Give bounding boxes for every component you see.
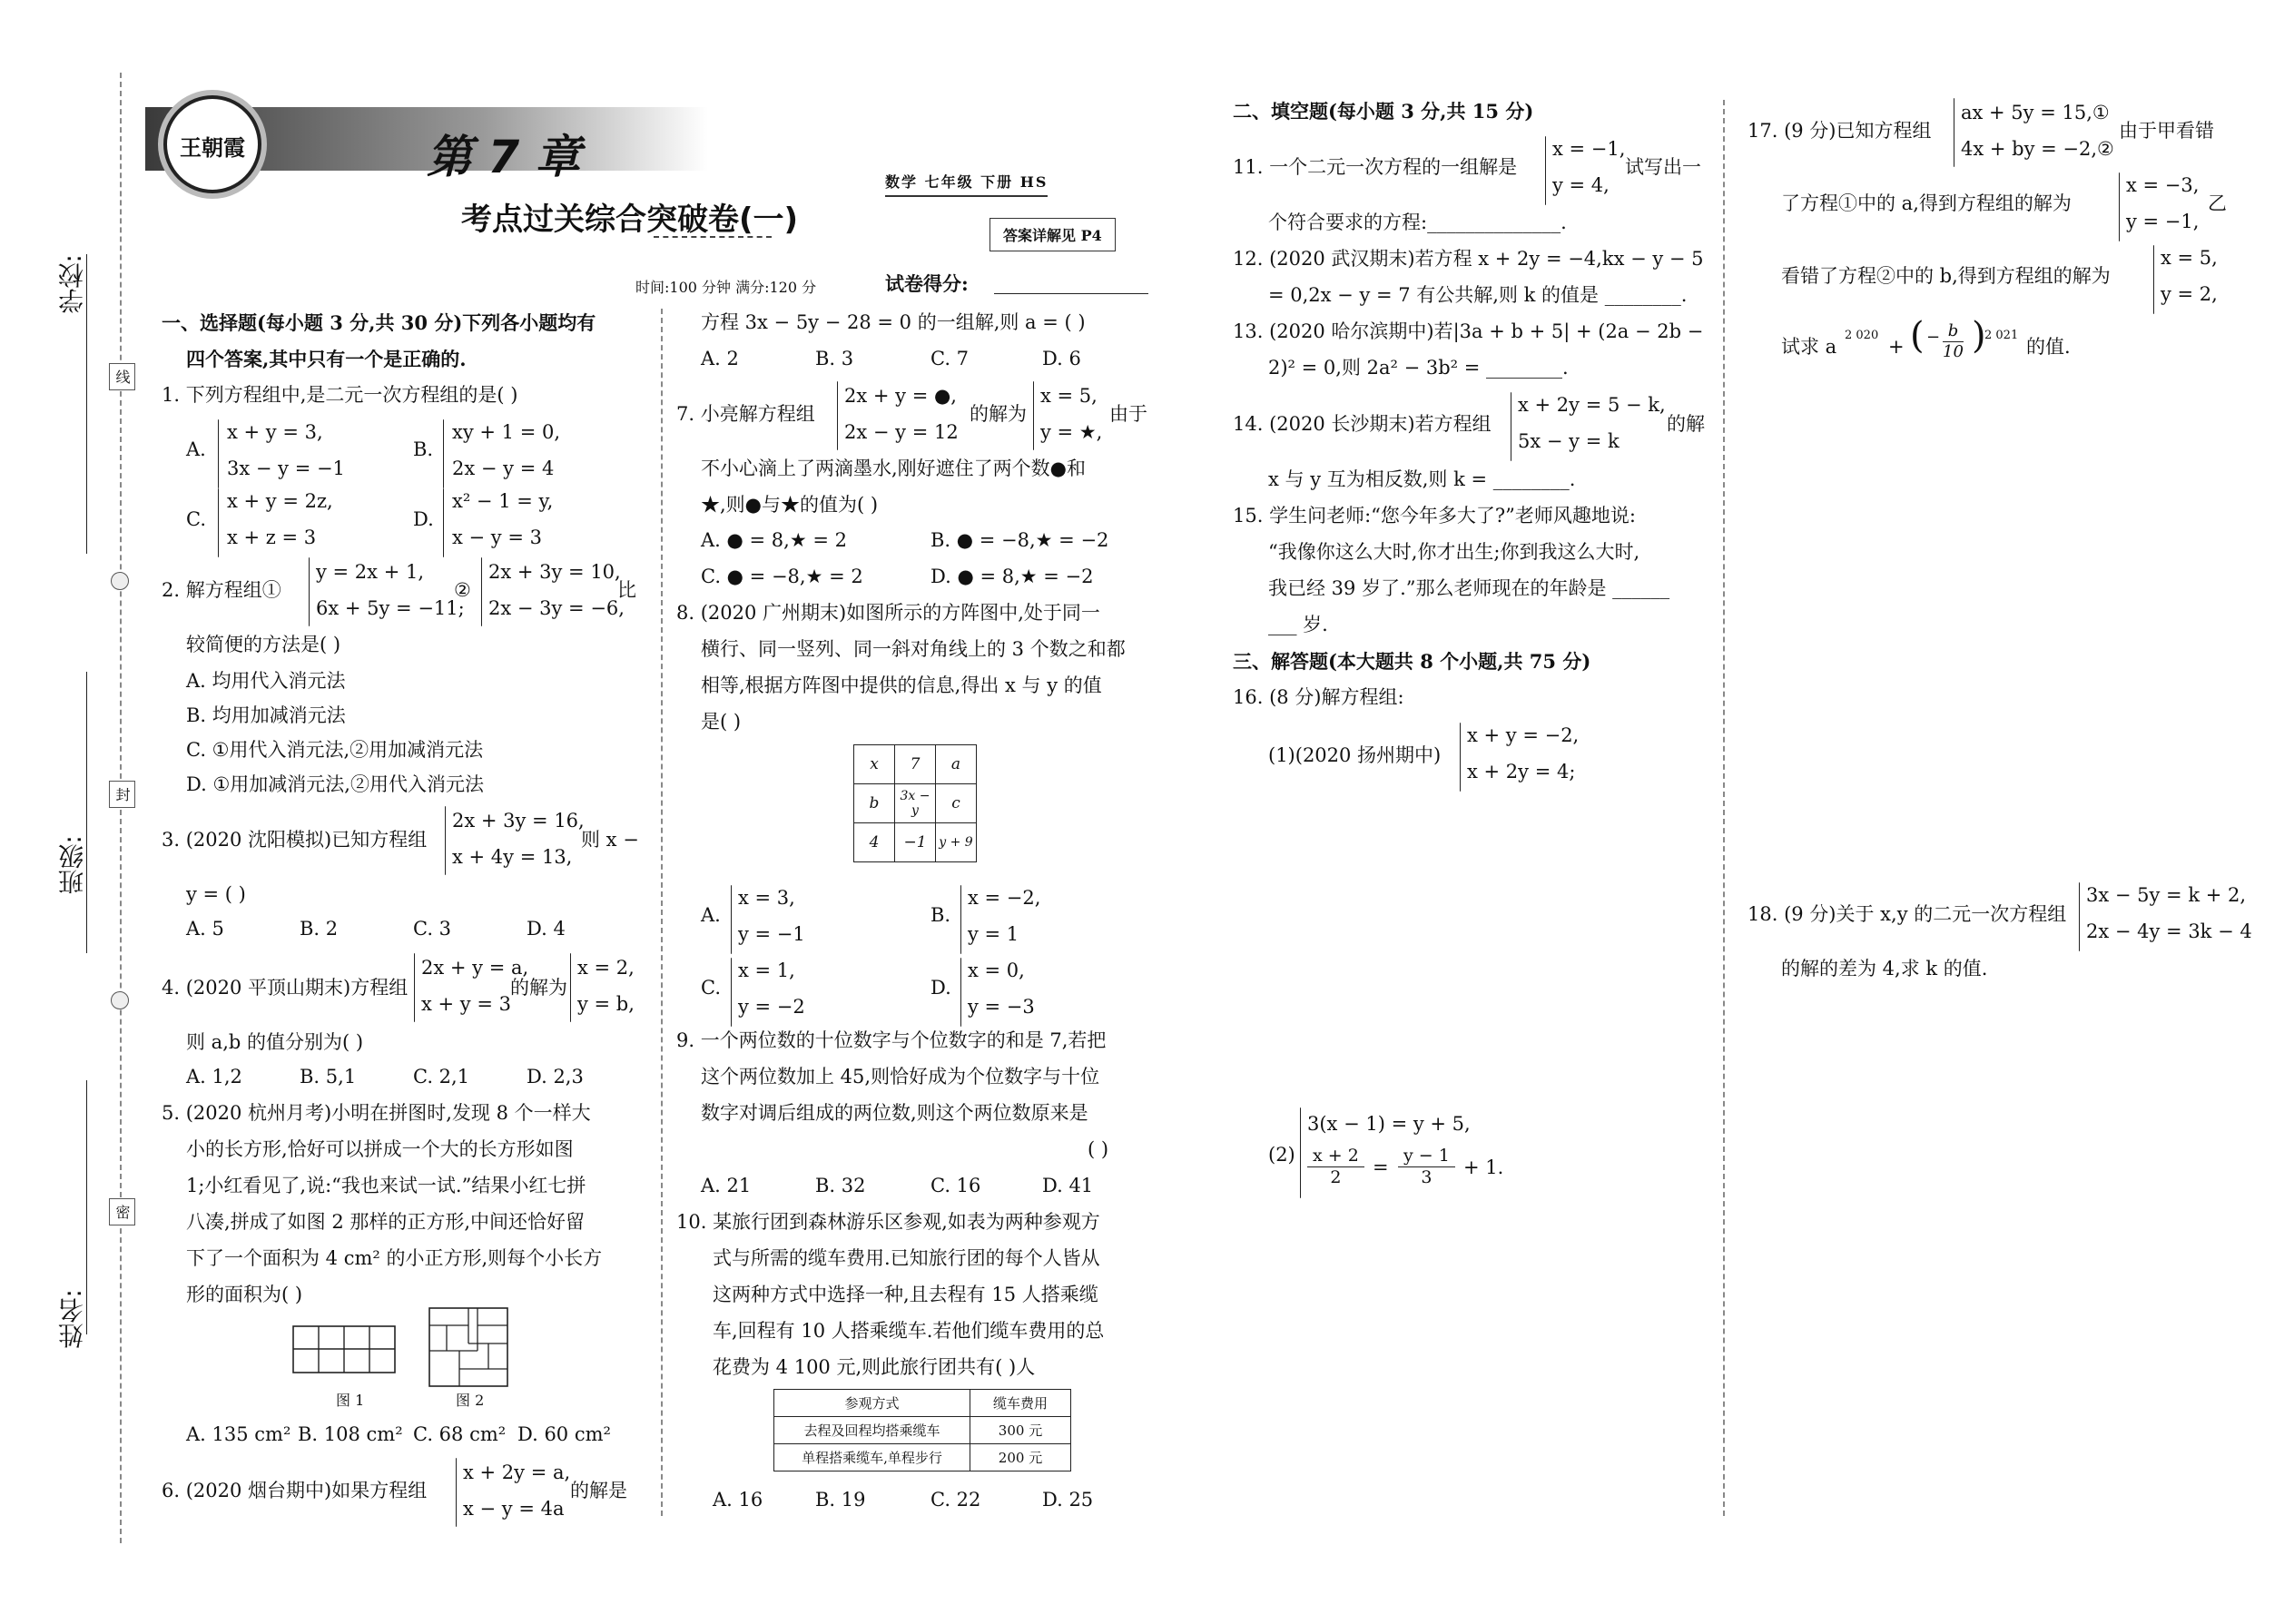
fraction-denominator: 10 [1943, 341, 1964, 361]
q11-stem-cont: 个符合要求的方程:______________. [1268, 212, 1567, 233]
q1-a-eq2: 3x − y = −1 [227, 458, 345, 479]
q8-option-b: B. [930, 904, 951, 926]
q5-stem-line: 形的面积为( ) [186, 1284, 303, 1305]
seal-mark-3: 密 [109, 1198, 135, 1225]
q17-line4-tail: 的值. [2026, 336, 2071, 358]
chapter-title: 第 7 章 [427, 131, 581, 183]
q10-stem-line: 车,回程有 10 人搭乘缆车.若他们缆车费用的总 [713, 1320, 1105, 1342]
q17-sol-b2: y = 2, [2161, 283, 2218, 305]
q10-stem-line: 花费为 4 100 元,则此旅行团共有( )人 [713, 1356, 1036, 1378]
class-label: 班级: [57, 835, 87, 895]
q14-eq2: 5x − y = k [1518, 430, 1620, 452]
table-cell: 去程及回程均搭乘缆车 [774, 1417, 970, 1444]
q1-option-d: D. [413, 508, 434, 530]
section1-heading-cont: 四个答案,其中只有一个是正确的. [186, 348, 467, 370]
q8-b-eq2: y = 1 [968, 923, 1019, 945]
q18-eq1: 3x − 5y = k + 2, [2086, 884, 2247, 906]
q3-option-d: D. 4 [527, 918, 566, 940]
q18-eq2: 2x − 4y = 3k − 4 [2086, 920, 2252, 942]
logo-badge [163, 95, 261, 193]
q2-option-c: C. ①用代入消元法,②用加减消元法 [186, 739, 484, 761]
q18-stem: 18. (9 分)关于 x,y 的二元一次方程组 [1748, 903, 2067, 925]
q17-line3: 看错了方程②中的 b,得到方程组的解为 [1781, 265, 2111, 287]
q6-option-b: B. 3 [815, 348, 854, 369]
q16-part1-label: (1)(2020 扬州期中) [1268, 744, 1442, 766]
binding-dashed-line [120, 73, 122, 1543]
q1-a-eq1: x + y = 3, [227, 421, 323, 443]
q3-stem-cont: y = ( ) [186, 883, 246, 905]
q7-sol2: y = ★, [1040, 421, 1103, 443]
q7-option-d: D. ● = 8,★ = −2 [930, 566, 1094, 587]
q2-stem-cont: 较简便的方法是( ) [186, 634, 341, 655]
q6-stem-tail: 的解是 [570, 1480, 627, 1501]
q6-option-c: C. 7 [930, 348, 970, 369]
time-score: 时间:100 分钟 满分:120 分 [635, 279, 817, 296]
logo-text: 王朝霞 [180, 134, 245, 161]
grid-cell: y + 9 [936, 823, 977, 862]
q8-c-eq2: y = −2 [738, 996, 805, 1018]
seal-mark-1: 线 [109, 363, 135, 390]
q10-option-a: A. 16 [713, 1489, 763, 1511]
class-field-line [86, 672, 87, 953]
q9-answer-paren: ( ) [1088, 1138, 1109, 1160]
seal-mark-2: 封 [109, 781, 135, 808]
q5-stem-line: 下了一个面积为 4 cm² 的小正方形,则每个小长方 [186, 1247, 603, 1269]
q8-magic-square [853, 744, 977, 862]
q4-eq2: x + y = 3 [421, 993, 511, 1015]
q1-option-c: C. [186, 508, 206, 530]
q8-c-eq1: x = 1, [738, 960, 795, 981]
q11-sol1: x = −1, [1552, 138, 1626, 160]
q3-option-a: A. 5 [186, 918, 224, 940]
q1-b-eq1: xy + 1 = 0, [452, 421, 560, 443]
q6-stem: 6. (2020 烟台期中)如果方程组 [162, 1480, 428, 1501]
q5-stem: 5. (2020 杭州月考)小明在拼图时,发现 8 个一样大 [162, 1102, 591, 1124]
name-field-line [86, 1080, 87, 1334]
q5-option-b: B. 108 cm² [298, 1423, 403, 1445]
grid-cell: c [936, 784, 977, 823]
q15-stem-line: ___ 岁. [1268, 614, 1328, 635]
fraction-numerator: b [1943, 321, 1964, 342]
paper-title: 考点过关综合突破卷(一) [461, 202, 799, 238]
table-header: 缆车费用 [970, 1390, 1071, 1417]
q7-stem-mid: 的解为 [970, 403, 1027, 425]
q15-stem: 15. 学生问老师:“您今年多大了?”老师风趣地说: [1233, 505, 1636, 527]
q9-option-a: A. 21 [701, 1175, 752, 1196]
q6-option-d: D. 6 [1042, 348, 1081, 369]
q5-option-c: C. 68 cm² [413, 1423, 507, 1445]
q12-stem: 12. (2020 武汉期末)若方程 x + 2y = −4,kx − y − 5 [1233, 248, 1704, 270]
q17-exponent-1: 2 020 [1845, 329, 1879, 342]
q17-stem: 17. (9 分)已知方程组 [1748, 120, 1932, 142]
q5-figure-2 [428, 1307, 510, 1389]
name-label: 姓名: [57, 1289, 87, 1349]
q3-option-c: C. 3 [413, 918, 452, 940]
q5-figure-2-caption: 图 2 [456, 1392, 485, 1409]
q5-stem-line: 小的长方形,恰好可以拼成一个大的长方形如图 [186, 1138, 574, 1160]
q14-eq1: x + 2y = 5 − k, [1518, 394, 1666, 416]
q8-stem: 8. (2020 广州期末)如图所示的方阵图中,处于同一 [676, 602, 1100, 624]
grid-cell: 7 [895, 745, 936, 784]
q13-stem-cont: 2)² = 0,则 2a² − 3b² = ________. [1268, 357, 1569, 379]
q8-a-eq2: y = −1 [738, 923, 805, 945]
course-tags: 数学 七年级 下册 HS [885, 171, 1048, 197]
fraction-numerator: x + 2 [1307, 1146, 1364, 1167]
q18-stem-cont: 的解的差为 4,求 k 的值. [1781, 958, 1988, 979]
minus-sign: − [1926, 328, 1941, 347]
q17-sol-a2: y = −1, [2126, 211, 2200, 232]
q5-option-a: A. 135 cm² [186, 1423, 291, 1445]
paren-open: ( [1910, 315, 1925, 357]
grid-cell: 3x − y [895, 784, 936, 823]
q8-option-a: A. [701, 904, 721, 926]
school-label: 学校: [57, 254, 87, 314]
q10-option-c: C. 22 [930, 1489, 981, 1511]
fraction-denominator: 2 [1330, 1166, 1342, 1187]
q9-stem: 9. 一个两位数的十位数字与个位数字的和是 7,若把 [676, 1029, 1107, 1051]
q10-fee-table [773, 1389, 1071, 1471]
q2-stem-tail: 比 [617, 579, 636, 601]
q8-stem-line: 相等,根据方阵图中提供的信息,得出 x 与 y 的值 [701, 674, 1102, 696]
q6-stem-cont: 方程 3x − 5y − 28 = 0 的一组解,则 a = ( ) [701, 311, 1086, 333]
q10-stem-line: 这两种方式中选择一种,且去程有 15 人搭乘缆 [713, 1284, 1098, 1305]
q6-eq2: x − y = 4a [463, 1498, 565, 1520]
fraction-denominator: 3 [1421, 1166, 1433, 1187]
q4-option-c: C. 2,1 [413, 1066, 470, 1088]
q16-part2-label: (2) [1268, 1144, 1295, 1166]
q4-option-d: D. 2,3 [527, 1066, 584, 1088]
q17-stem-tail: 由于甲看错 [2119, 120, 2214, 142]
column-divider [661, 309, 663, 1516]
q1-stem: 1. 下列方程组中,是二元一次方程组的是( ) [162, 384, 518, 406]
q9-stem-line: 数字对调后组成的两位数,则这个两位数原来是 [701, 1102, 1088, 1124]
q2-sys1-eq1: y = 2x + 1, [316, 561, 424, 583]
q3-eq2: x + 4y = 13, [452, 846, 573, 868]
q1-d-eq2: x − y = 3 [452, 527, 542, 548]
q8-b-eq1: x = −2, [968, 887, 1041, 909]
q9-stem-line: 这个两位数加上 45,则恰好成为个位数字与十位 [701, 1066, 1100, 1088]
q7-stem-tail: 由于 [1109, 403, 1147, 425]
q1-d-eq1: x² − 1 = y, [452, 490, 554, 512]
q4-stem-mid: 的解为 [510, 977, 567, 999]
q16-1-eq2: x + 2y = 4; [1467, 761, 1576, 782]
q2-sys2-eq1: 2x + 3y = 10, [488, 561, 621, 583]
q7-stem-cont: ★,则●与★的值为( ) [701, 494, 879, 516]
section3-heading: 三、解答题(本大题共 8 个小题,共 75 分) [1233, 650, 1591, 673]
q15-stem-line: 我已经 39 岁了.”那么老师现在的年龄是 ______ [1268, 577, 1670, 599]
q1-b-eq2: 2x − y = 4 [452, 458, 555, 479]
table-cell: 200 元 [970, 1444, 1071, 1471]
q11-sol2: y = 4, [1552, 174, 1610, 196]
binding-hole-icon [111, 991, 129, 1009]
q16-2-tail: + 1. [1463, 1156, 1504, 1178]
binding-hole-icon [111, 572, 129, 590]
q3-stem: 3. (2020 沈阳模拟)已知方程组 [162, 829, 428, 851]
column-divider [1723, 100, 1725, 1516]
q9-option-c: C. 16 [930, 1175, 981, 1196]
q10-option-d: D. 25 [1042, 1489, 1094, 1511]
q8-stem-line: 横行、同一竖列、同一斜对角线上的 3 个数之和都 [701, 638, 1126, 660]
q17-sol-a1: x = −3, [2126, 174, 2200, 196]
fraction-numerator: y − 1 [1398, 1146, 1455, 1167]
title-dashed-underline [654, 236, 772, 238]
q10-option-b: B. 19 [815, 1489, 866, 1511]
q2-option-a: A. 均用代入消元法 [186, 670, 346, 692]
q11-stem-tail: 试写出一 [1625, 156, 1701, 178]
q14-stem: 14. (2020 长沙期末)若方程组 [1233, 413, 1492, 435]
q14-stem-cont: x 与 y 互为相反数,则 k = ________. [1268, 468, 1576, 490]
q13-stem: 13. (2020 哈尔滨期中)若|3a + b + 5| + (2a − 2b − [1233, 320, 1704, 342]
q17-fraction [1943, 321, 1964, 361]
q16-2-fraction-left [1307, 1146, 1364, 1188]
answer-ref: 答案详解见 P4 [1003, 227, 1102, 244]
q17-line2: 了方程①中的 a,得到方程组的解为 [1781, 192, 2072, 214]
table-header: 参观方式 [774, 1390, 970, 1417]
q16-2-fraction-right [1398, 1146, 1455, 1188]
q3-option-b: B. 2 [300, 918, 339, 940]
q5-figure-1-caption: 图 1 [336, 1392, 365, 1409]
q4-option-b: B. 5,1 [300, 1066, 357, 1088]
q7-stem: 7. 小亮解方程组 [676, 403, 815, 425]
q5-stem-line: 八凑,拼成了如图 2 那样的正方形,中间还恰好留 [186, 1211, 586, 1233]
q8-option-c: C. [701, 977, 721, 999]
q2-sys1-eq2: 6x + 5y = −11; [316, 597, 465, 619]
q2-stem: 2. 解方程组① [162, 579, 281, 601]
q14-stem-tail: 的解 [1667, 413, 1705, 435]
q7-option-c: C. ● = −8,★ = 2 [701, 566, 863, 587]
q7-sol1: x = 5, [1040, 385, 1098, 407]
q6-option-a: A. 2 [701, 348, 739, 369]
q1-c-eq2: x + z = 3 [227, 527, 317, 548]
score-blank[interactable] [994, 293, 1148, 294]
q16-2-eq1: 3(x − 1) = y + 5, [1307, 1113, 1471, 1135]
q17-plus: + [1888, 336, 1905, 358]
q4-stem: 4. (2020 平顶山期末)方程组 [162, 977, 409, 999]
q8-a-eq1: x = 3, [738, 887, 795, 909]
paren-close: ) [1972, 315, 1986, 357]
q17-exponent-2: 2 021 [1984, 329, 2019, 342]
q17-eq1: ax + 5y = 15,① [1961, 102, 2110, 123]
q3-eq1: 2x + 3y = 16, [452, 810, 585, 832]
q16-1-eq1: x + y = −2, [1467, 724, 1580, 746]
q4-stem-cont: 则 a,b 的值分别为( ) [186, 1031, 364, 1053]
score-label: 试卷得分: [885, 272, 969, 295]
q7-eq1: 2x + y = ●, [844, 385, 957, 407]
q4-eq1: 2x + y = a, [421, 957, 529, 979]
q7-option-a: A. ● = 8,★ = 2 [701, 529, 847, 551]
answer-ref-box [989, 218, 1116, 251]
q7-stem-cont: 不小心滴上了两滴墨水,刚好遮住了两个数●和 [701, 458, 1086, 479]
q3-stem-tail: 则 x − [581, 829, 639, 851]
q2-option-d: D. ①用加减消元法,②用代入消元法 [186, 773, 484, 795]
q16-2-equals: = [1373, 1156, 1389, 1178]
q9-option-b: B. 32 [815, 1175, 866, 1196]
table-cell: 单程搭乘缆车,单程步行 [774, 1444, 970, 1471]
q5-option-d: D. 60 cm² [517, 1423, 611, 1445]
q8-option-d: D. [930, 977, 951, 999]
q10-stem-line: 式与所需的缆车费用.已知旅行团的每个人皆从 [713, 1247, 1100, 1269]
q10-stem: 10. 某旅行团到森林游乐区参观,如表为两种参观方 [676, 1211, 1100, 1233]
table-cell: 300 元 [970, 1417, 1071, 1444]
q4-sol1: x = 2, [577, 957, 635, 979]
grid-cell: 4 [854, 823, 895, 862]
q1-option-a: A. [186, 438, 206, 460]
q17-sol-b1: x = 5, [2161, 247, 2218, 269]
q17-line2-tail: 乙 [2208, 192, 2227, 214]
q2-sys2-eq2: 2x − 3y = −6, [488, 597, 625, 619]
section1-heading: 一、选择题(每小题 3 分,共 30 分)下列各小题均有 [162, 311, 596, 334]
q8-stem-line: 是( ) [701, 711, 742, 733]
q5-stem-line: 1;小红看见了,说:“我也来试一试.”结果小红七拼 [186, 1175, 586, 1196]
q8-d-eq2: y = −3 [968, 996, 1035, 1018]
q7-eq2: 2x − y = 12 [844, 421, 959, 443]
q4-sol2: y = b, [577, 993, 635, 1015]
q1-c-eq1: x + y = 2z, [227, 490, 333, 512]
q12-stem-cont: = 0,2x − y = 7 有公共解,则 k 的值是 ________. [1268, 284, 1688, 306]
grid-cell: b [854, 784, 895, 823]
school-field-line [86, 254, 87, 554]
q7-option-b: B. ● = −8,★ = −2 [930, 529, 1109, 551]
q15-stem-line: “我像你这么大时,你才出生;你到我这么大时, [1268, 541, 1640, 563]
grid-cell: x [854, 745, 895, 784]
q16-stem: 16. (8 分)解方程组: [1233, 686, 1404, 708]
q2-option-b: B. 均用加减消元法 [186, 704, 346, 726]
q17-line4: 试求 a [1781, 336, 1837, 358]
q2-circled-2: ② [454, 579, 471, 601]
q4-option-a: A. 1,2 [186, 1066, 242, 1088]
q11-stem: 11. 一个二元一次方程的一组解是 [1233, 156, 1518, 178]
section2-heading: 二、填空题(每小题 3 分,共 15 分) [1233, 100, 1534, 123]
q5-figure-1 [292, 1325, 397, 1374]
q8-d-eq1: x = 0, [968, 960, 1025, 981]
q1-option-b: B. [413, 438, 434, 460]
q9-option-d: D. 41 [1042, 1175, 1094, 1196]
grid-cell: a [936, 745, 977, 784]
q6-eq1: x + 2y = a, [463, 1462, 571, 1483]
grid-cell: −1 [895, 823, 936, 862]
q17-eq2: 4x + by = −2,② [1961, 138, 2114, 160]
